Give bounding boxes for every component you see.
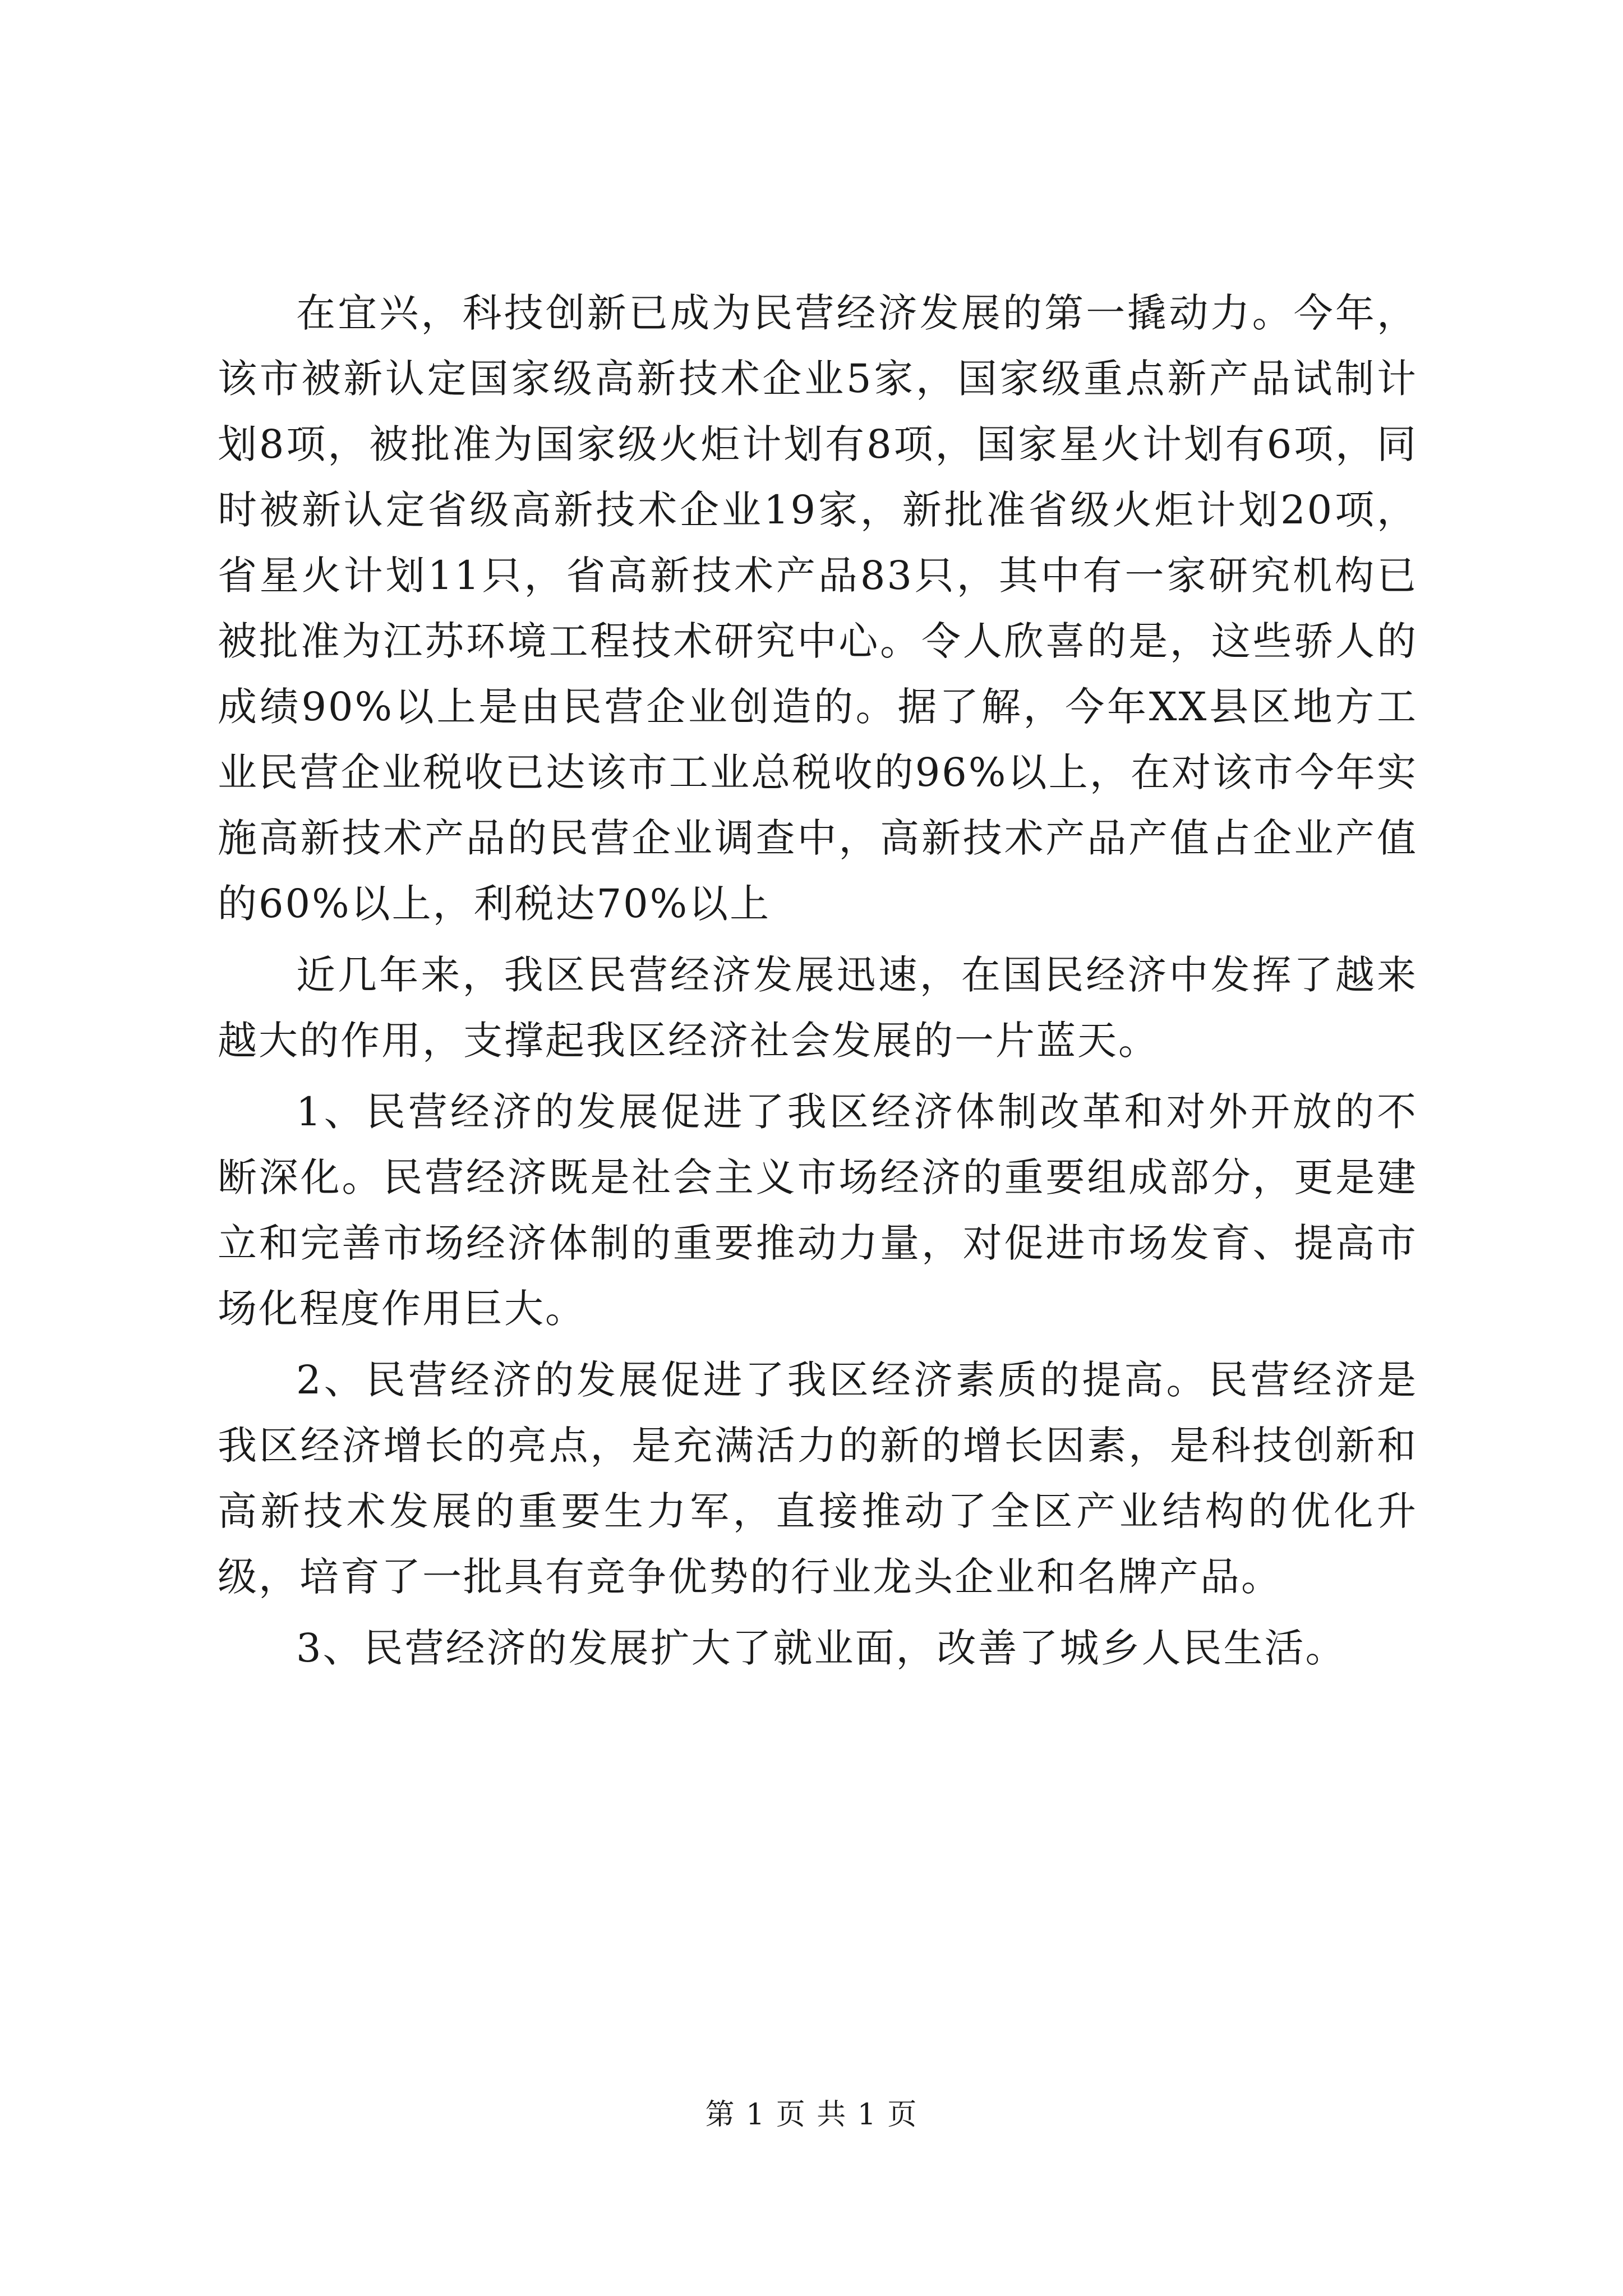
document-body [218, 280, 1418, 1681]
page-number-footer: 第 1 页 共 1 页 [705, 2098, 918, 2132]
paragraph-point-1-reform: 1、民营经济的发展促进了我区经济体制改革和对外开放的不断深化。民营经济既是社会主义市场经济的重要组成部分，更是建立和完善市场经济体制的重要推动力量，对促进市场发育、提高市场化程度作用巨大。 [218, 1089, 1418, 1332]
paragraph-point-2-quality: 2、民营经济的发展促进了我区经济素质的提高。民营经济是我区经济增长的亮点，是充满活力的新的增长因素，是科技创新和高新技术发展的重要生力军，直接推动了全区产业结构的优化升级，培育了一批具有竞争优势的行业龙头企业和名牌产品。 [218, 1357, 1418, 1600]
paragraph-tech-innovation: 在宜兴，科技创新已成为民营经济发展的第一撬动力。今年，该市被新认定国家级高新技术企业5家，国家级重点新产品试制计划8项，被批准为国家级火炬计划有8项，国家星火计划有6项，同时被新认定省级高新技术企业19家，新批准省级火炬计划20项，省星火计划11只，省高新技术产品83只，其中有一家研究机构已被批准为江苏环境工程技术研究中心。令人欣喜的是，这些骄人的成绩90%以上是由民营企业创造的。据了解，今年XX县区地方工业民营企业税收已达该市工业总税收的96%以上，在对该市今年实施高新技术产品的民营企业调查中，高新技术产品产值占企业产值的60%以上，利税达70%以上 [218, 290, 1418, 927]
paragraph-private-economy-growth: 近几年来，我区民营经济发展迅速，在国民经济中发挥了越来越大的作用，支撑起我区经济社会发展的一片蓝天。 [218, 952, 1418, 1064]
paragraph-point-3-employment: 3、民营经济的发展扩大了就业面，改善了城乡人民生活。 [296, 1625, 1347, 1671]
